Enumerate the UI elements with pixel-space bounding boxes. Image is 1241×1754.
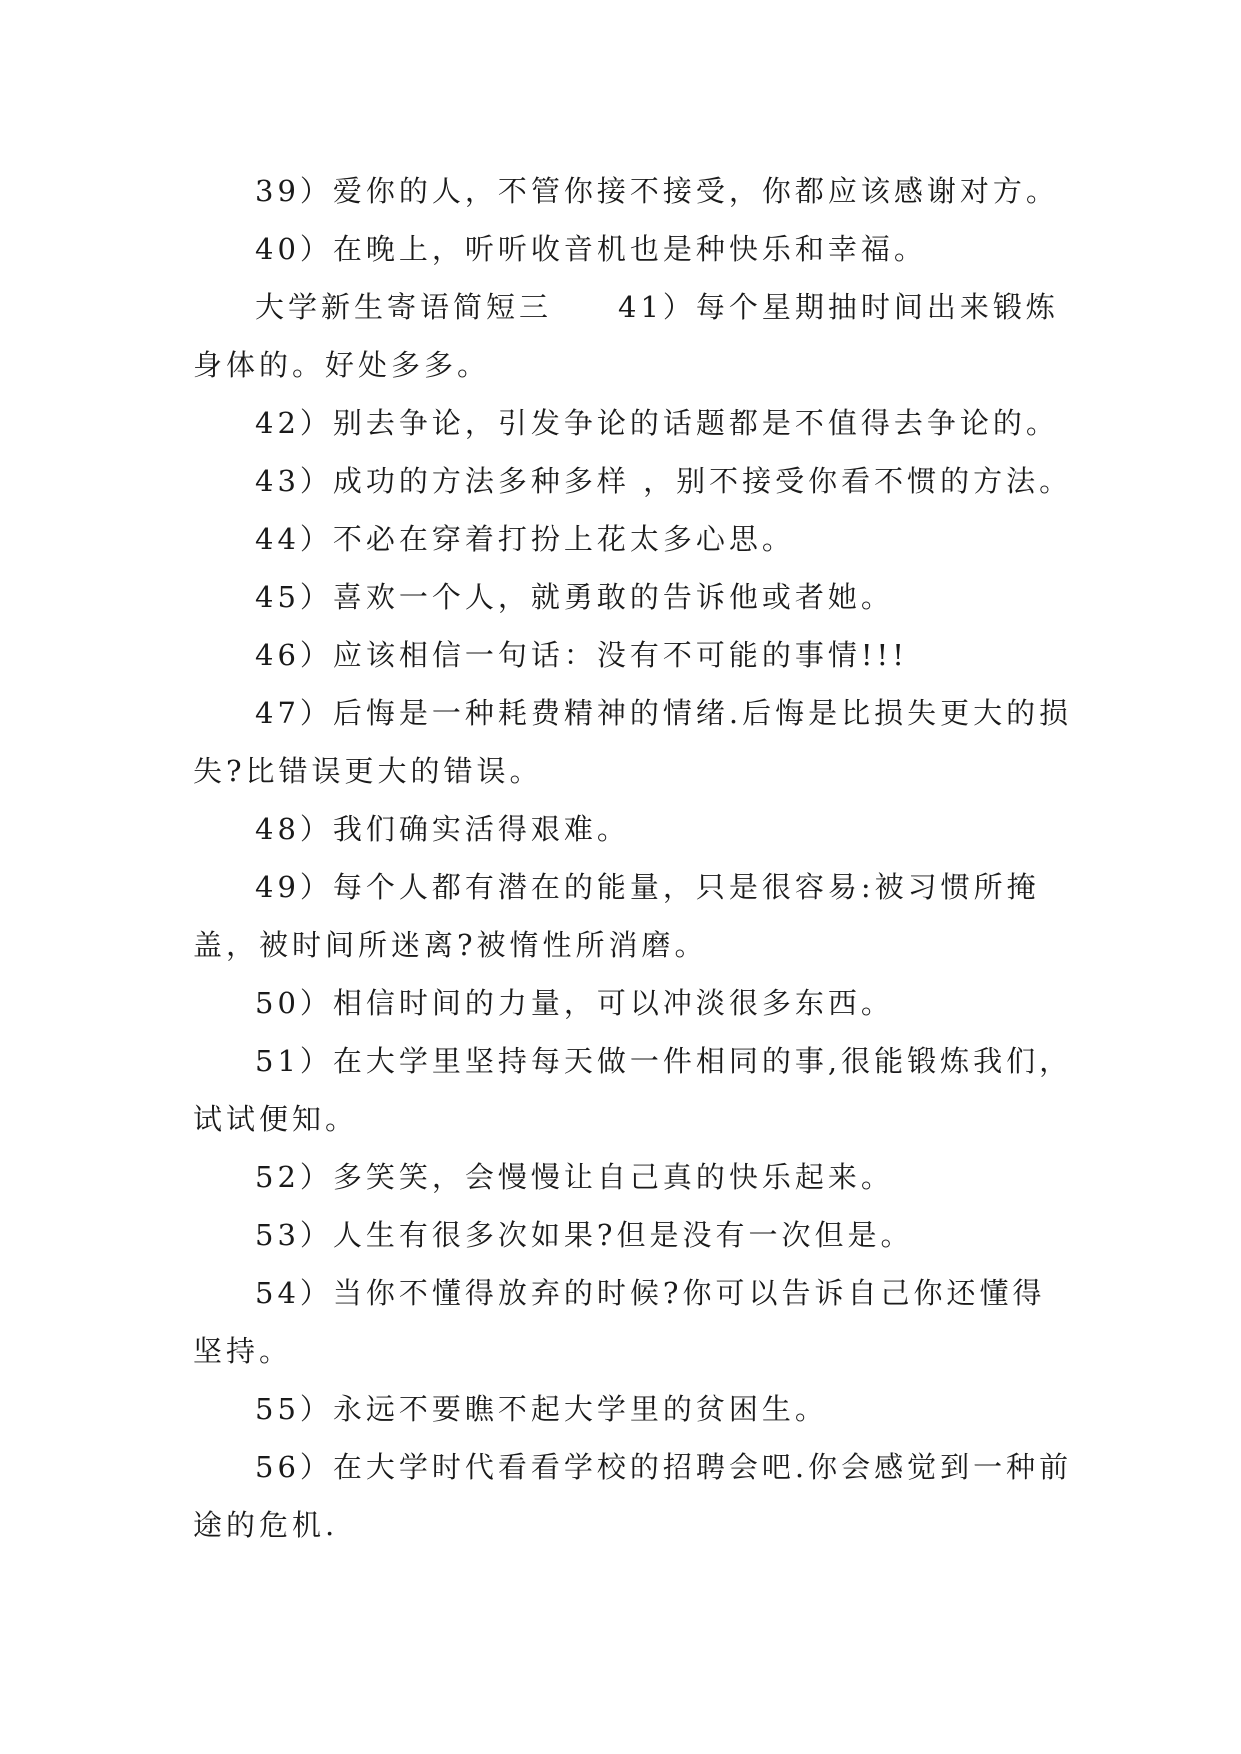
paragraph-51: 51）在大学里坚持每天做一件相同的事,很能锻炼我们，试试便知。 — [193, 1044, 1073, 1136]
paragraph-50: 50）相信时间的力量，可以冲淡很多东西。 — [255, 986, 894, 1020]
paragraph-41: 大学新生寄语简短三 41）每个星期抽时间出来锻炼身体的。好处多多。 — [193, 290, 1059, 382]
document-body — [193, 162, 1073, 1554]
paragraph-40: 40）在晚上，听听收音机也是种快乐和幸福。 — [255, 232, 927, 266]
paragraph-52: 52）多笑笑，会慢慢让自己真的快乐起来。 — [255, 1160, 894, 1194]
paragraph-48: 48）我们确实活得艰难。 — [255, 812, 630, 846]
paragraph-42: 42）别去争论，引发争论的话题都是不值得去争论的。 — [255, 406, 1059, 440]
paragraph-55: 55）永远不要瞧不起大学里的贫困生。 — [255, 1392, 828, 1426]
paragraph-56: 56）在大学时代看看学校的招聘会吧.你会感觉到一种前途的危机. — [193, 1450, 1073, 1542]
paragraph-44: 44）不必在穿着打扮上花太多心思。 — [255, 522, 795, 556]
paragraph-47: 47）后悔是一种耗费精神的情绪.后悔是比损失更大的损失?比错误更大的错误。 — [193, 696, 1073, 788]
paragraph-43: 43）成功的方法多种多样 ，别不接受你看不惯的方法。 — [255, 464, 1073, 498]
paragraph-45: 45）喜欢一个人，就勇敢的告诉他或者她。 — [255, 580, 894, 614]
paragraph-39: 39）爱你的人，不管你接不接受，你都应该感谢对方。 — [255, 174, 1059, 208]
paragraph-54: 54）当你不懂得放弃的时候?你可以告诉自己你还懂得坚持。 — [193, 1276, 1046, 1368]
paragraph-49: 49）每个人都有潜在的能量，只是很容易:被习惯所掩盖，被时间所迷离?被惰性所消磨。 — [193, 870, 1040, 962]
paragraph-53: 53）人生有很多次如果?但是没有一次但是。 — [255, 1218, 914, 1252]
paragraph-46: 46）应该相信一句话：没有不可能的事情!!! — [255, 638, 908, 672]
